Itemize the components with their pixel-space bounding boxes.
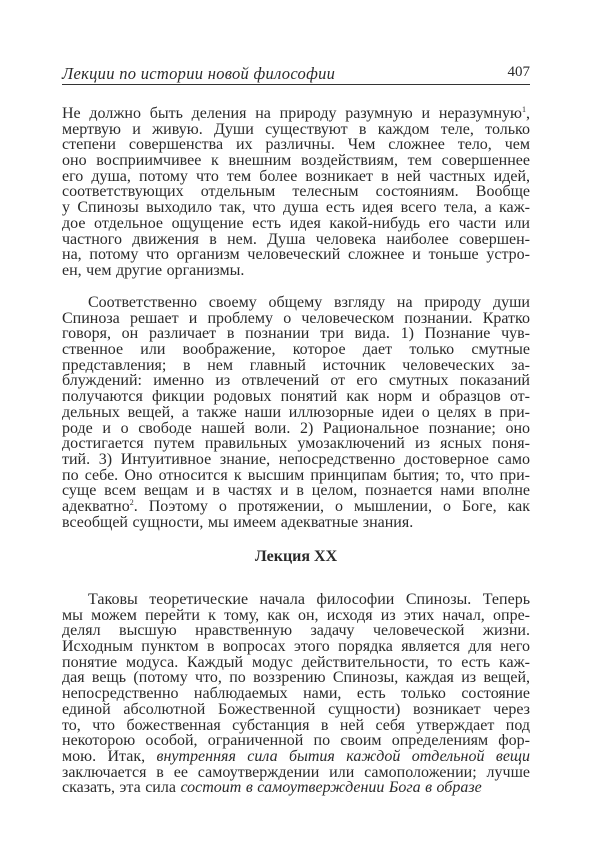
text-line: [62, 295, 530, 311]
text-span: мою. Итак,: [62, 747, 157, 765]
text-span: адекватно: [62, 497, 130, 515]
text-span: всеобщей сущности, мы имеем адекватные знания.: [62, 513, 414, 531]
text-line: [62, 733, 530, 749]
text-span: мы можем перейти к тому, как он, исходя из этих начал, опре-: [62, 606, 530, 624]
text-span: то, что божественная субстанция в ней себя утверждает под: [62, 716, 530, 734]
text-span: тий. 3) Интуитивное знание, непосредственно достоверное само: [62, 450, 530, 468]
text-line: [62, 389, 530, 405]
page-number: 407: [507, 64, 530, 80]
text-line: [62, 106, 530, 122]
text-span: блуждений: именно из отвлечений от его смутных показаний: [62, 372, 530, 390]
text-span: Исходным пунктом в вопросах этого порядка является для него: [62, 638, 530, 656]
text-span: по себе. Оно относится к высшим принципам бытия; то, что при-: [62, 466, 530, 484]
text-span: ственное или воображение, которое дает только смутные: [62, 341, 530, 359]
text-line: [62, 483, 530, 499]
text-line: [62, 718, 530, 734]
text-line: [62, 405, 530, 421]
text-span: дельных вещей, а также наши иллюзорные идеи о целях в при-: [62, 403, 530, 421]
text-line: [62, 200, 530, 216]
text-line: [62, 358, 530, 374]
text-span: некоторою особой, ограниченной по своим определениям фор-: [62, 732, 530, 750]
text-span: говоря, он различает в познании три вида. 1) Познание чув-: [62, 325, 530, 343]
text-line: [62, 592, 530, 608]
text-line: [62, 623, 530, 639]
text-line: [62, 122, 530, 138]
paragraph: [62, 592, 530, 796]
text-span: мертвую и живую. Души существуют в каждом теле, только: [62, 120, 530, 138]
text-line: [62, 247, 530, 263]
text-line: [62, 749, 530, 765]
text-line: [62, 670, 530, 686]
text-line: [62, 216, 530, 232]
text-line: [62, 326, 530, 342]
text-span: представления; в нем главный источник человеческих за-: [62, 356, 530, 374]
text-span: соответствующих отдельным телесным состояниям. Вообще: [62, 183, 530, 201]
text-span: достигается путем правильных умозаключений из ясных поня-: [62, 435, 530, 453]
text-line: [62, 436, 530, 452]
running-header: [62, 64, 530, 85]
footnote-marker: 2: [129, 497, 134, 507]
text-span: у Спинозы выходило так, что душа есть идея всего тела, а каж-: [62, 199, 530, 217]
text-line: [62, 515, 530, 531]
text-span: сказать, эта сила: [62, 779, 181, 797]
text-line: [62, 780, 530, 796]
text-line: [62, 702, 530, 718]
text-span: заключается в ее самоутверждении или самоположении; лучше: [62, 763, 530, 781]
paragraph: [62, 295, 530, 530]
text-span: Соответственно своему общему взгляду на природу души: [88, 294, 530, 311]
text-line: [62, 639, 530, 655]
text-line: [62, 184, 530, 200]
text-line: [62, 153, 530, 169]
text-span: дая вещь (потому что, по воззрению Спинозы, каждая из вещей,: [62, 669, 530, 687]
text-span: его душа, потому что тем более возникает в ней частных идей,: [62, 167, 530, 185]
lecture-heading: Лекция XX: [254, 548, 338, 565]
text-line: [62, 311, 530, 327]
text-line: [62, 468, 530, 484]
text-span: Спиноза решает и проблему о человеческом познании. Кратко: [62, 309, 530, 327]
text-span: ,: [526, 105, 530, 122]
paragraph: [62, 106, 530, 279]
text-span: получаются фикции родовых понятий как норм и образцов от-: [62, 388, 530, 406]
text-line: [62, 608, 530, 624]
text-line: [62, 499, 530, 515]
text-line: [62, 373, 530, 389]
text-span: степени совершенства их различны. Чем сложнее тело, чем: [62, 136, 530, 154]
text-line: [62, 342, 530, 358]
text-line: [62, 169, 530, 185]
footnote-marker: 1: [522, 105, 526, 114]
text-line: [62, 765, 530, 781]
text-span: оно восприимчивее к внешним воздействиям, тем совершеннее: [62, 152, 530, 170]
text-span: ен, чем другие организмы.: [62, 261, 245, 279]
text-span: суще всем вещам и в частях и в целом, познается нами вполне: [62, 482, 530, 500]
text-span: частного движения в нем. Душа человека наиболее совершен-: [62, 230, 530, 248]
text-span: единой абсолютной Божественной сущности) возникает через: [62, 700, 530, 718]
text-span: делял высшую нравственную задачу человеческой жизни.: [62, 622, 530, 640]
emphasized-text: внутренняя сила бытия каждой отдельной вещи: [156, 747, 531, 765]
text-line: [62, 263, 530, 279]
text-line: [62, 452, 530, 468]
text-line: [62, 137, 530, 153]
text-span: понятие модуса. Каждый модус действительности, то есть каж-: [62, 653, 530, 671]
text-span: роде и о свободе нашей воли. 2) Рациональное познание; оно: [62, 419, 530, 437]
text-span: Не должно быть деления на природу разумную и неразумную: [62, 105, 522, 122]
text-line: [62, 686, 530, 702]
emphasized-text: состоит в самоутверждении Бога в образе: [180, 779, 482, 797]
text-line: [62, 232, 530, 248]
text-span: на, потому что организм человеческий сложнее и тоньше устро-: [62, 246, 530, 264]
text-line: [62, 655, 530, 671]
text-line: [62, 421, 530, 437]
text-span: дое отдельное ощущение есть идея какой-нибудь его части или: [62, 214, 530, 232]
text-span: Таковы теоретические начала философии Спинозы. Теперь: [88, 591, 530, 608]
text-span: . Поэтому о протяжении, о мышлении, о Боге, как: [133, 497, 530, 515]
running-header-title: Лекции по истории новой философии: [62, 64, 336, 83]
text-span: непосредственно наблюдаемых нами, есть только состояние: [62, 685, 530, 703]
